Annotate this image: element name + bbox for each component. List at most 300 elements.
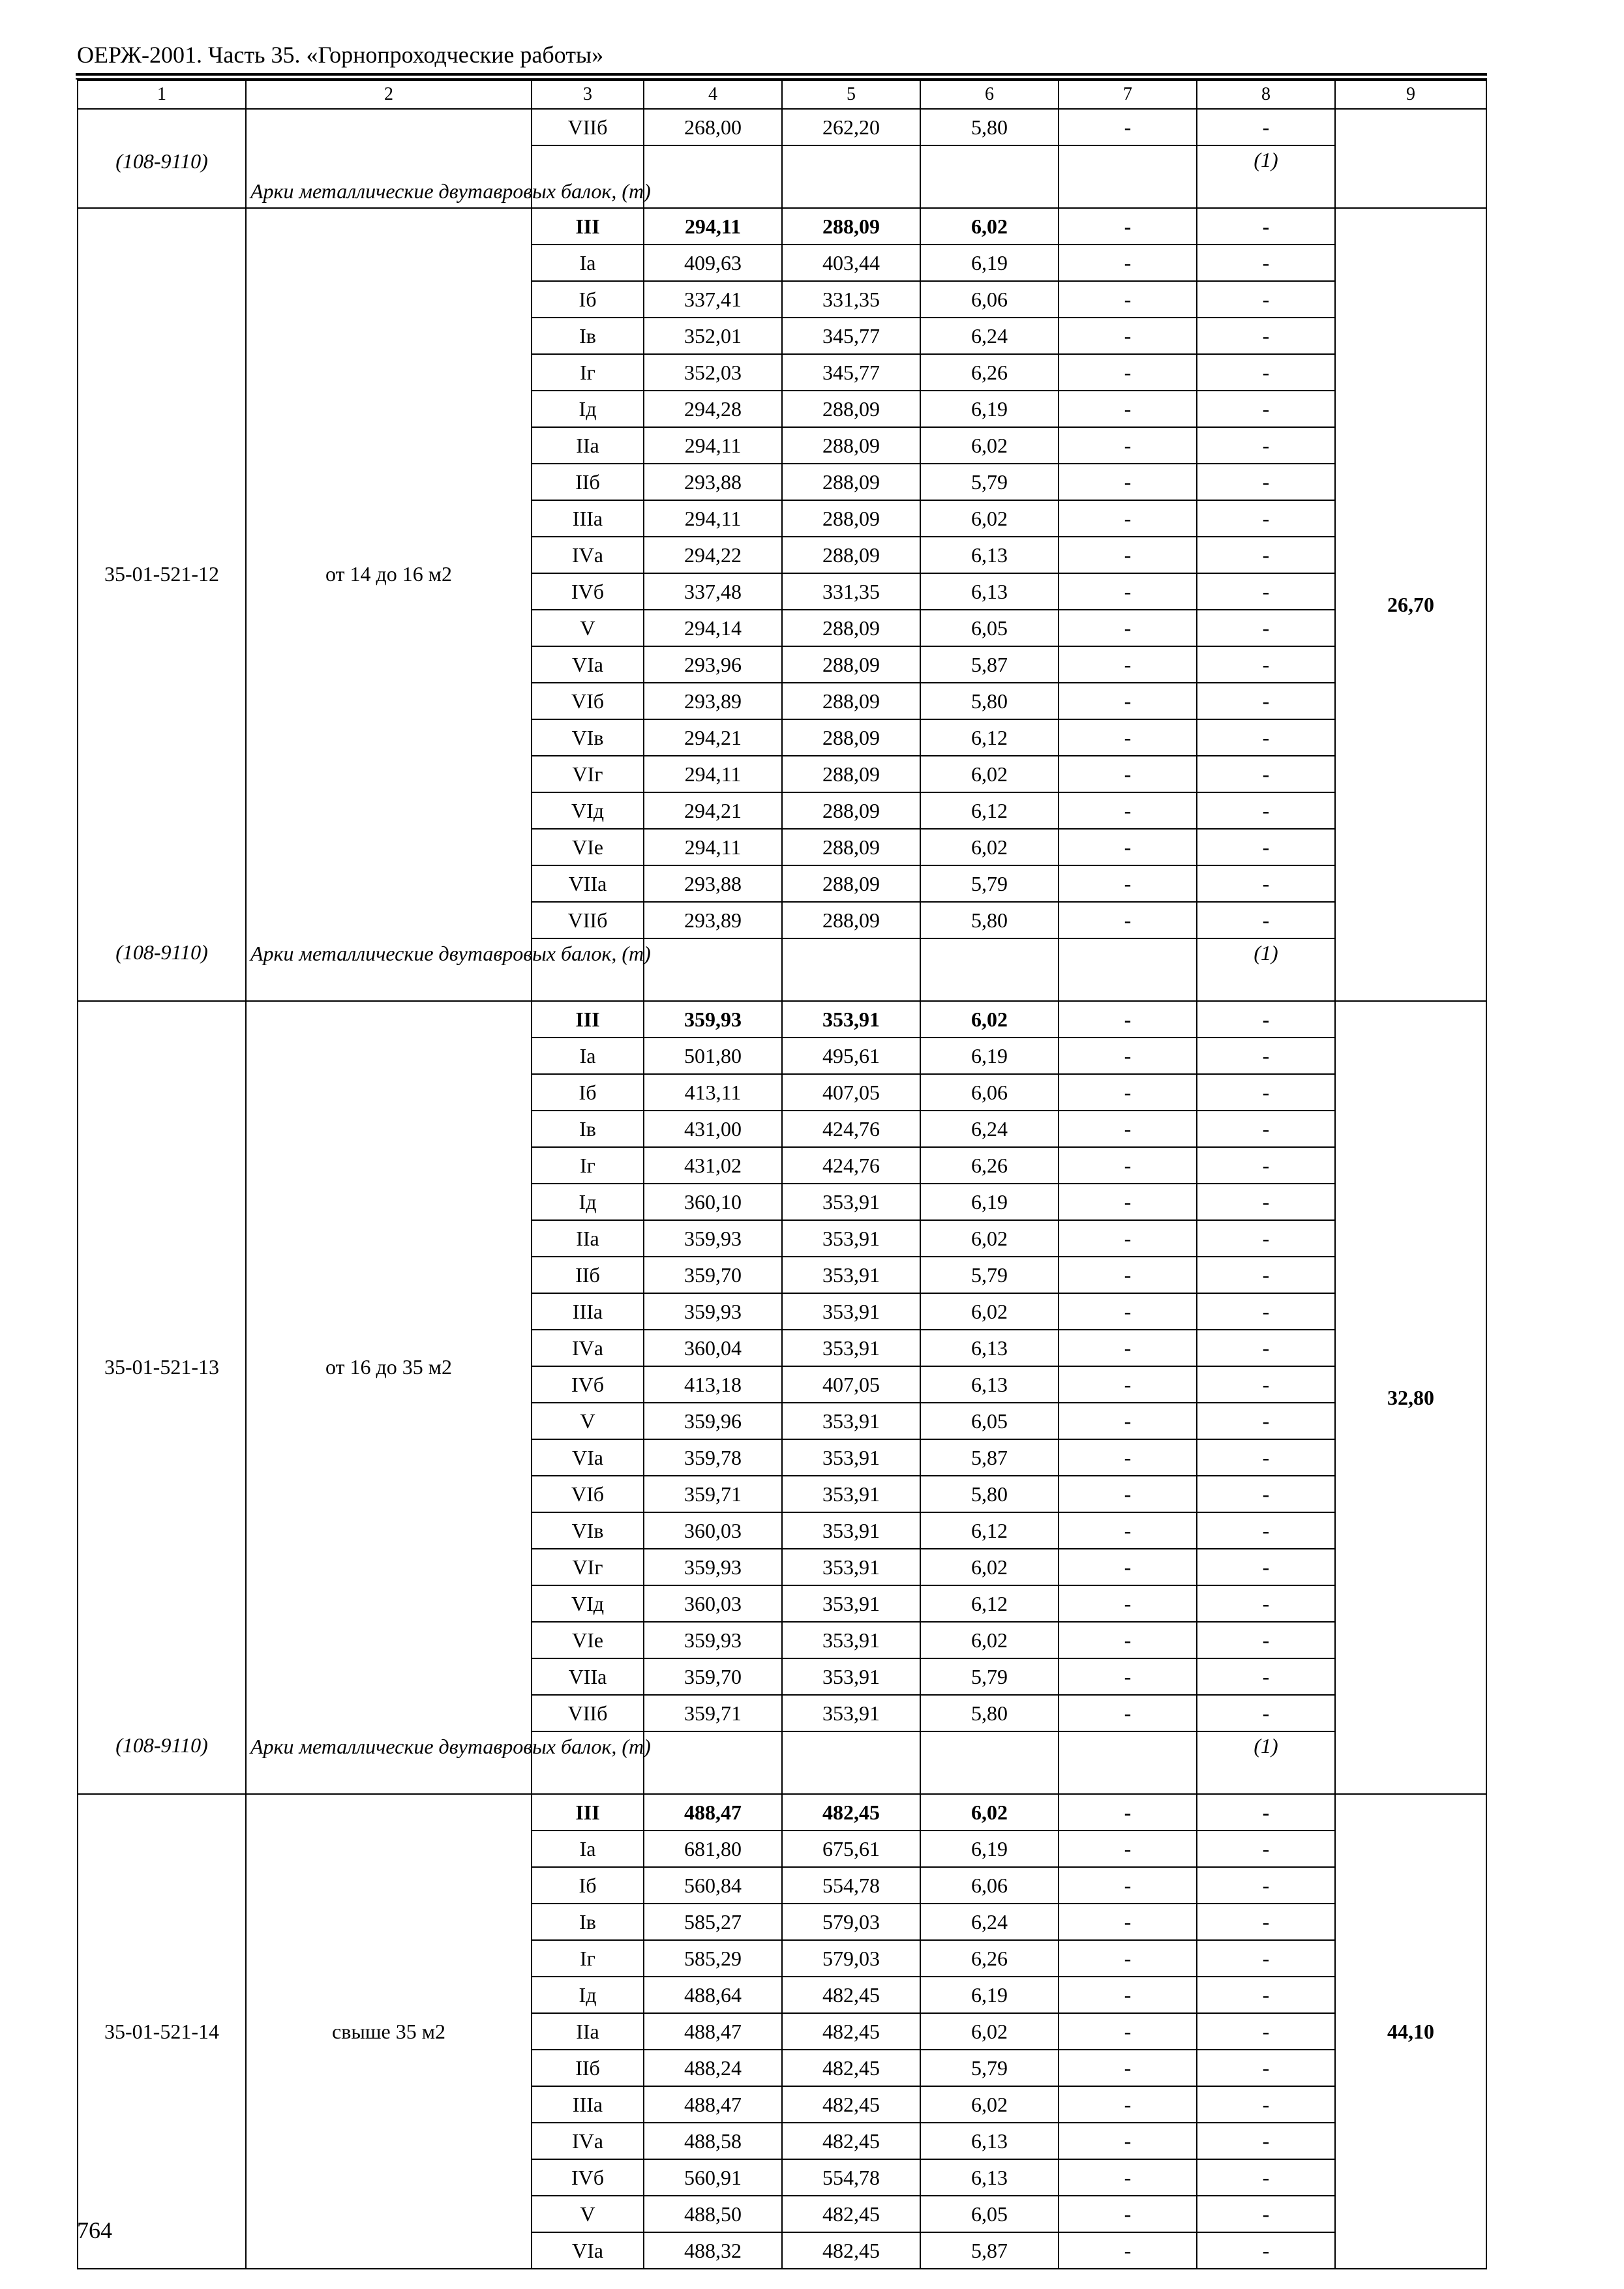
col7-cell: - xyxy=(1059,1403,1197,1439)
col8-cell: - xyxy=(1197,1403,1335,1439)
col7-cell: - xyxy=(1059,1366,1197,1403)
category-cell: Iа xyxy=(532,1038,644,1074)
col8-cell: - xyxy=(1197,756,1335,792)
col8-cell: - xyxy=(1197,1867,1335,1904)
labor-cost-cell: 353,91 xyxy=(782,1476,920,1512)
page-header-title: ОЕРЖ-2001. Часть 35. «Горнопроходческие работы» xyxy=(77,42,604,68)
empty-cell xyxy=(644,938,782,1001)
col7-cell: - xyxy=(1059,1794,1197,1831)
col7-cell: - xyxy=(1059,1658,1197,1695)
empty-cell xyxy=(782,145,920,208)
labor-cost-cell: 331,35 xyxy=(782,573,920,610)
col8-cell: - xyxy=(1197,1977,1335,2013)
machines-cost-cell: 6,24 xyxy=(920,318,1059,354)
table-row-main xyxy=(78,1001,1486,1038)
machines-cost-cell: 6,24 xyxy=(920,1111,1059,1147)
machines-cost-cell: 6,13 xyxy=(920,537,1059,573)
col7-cell: - xyxy=(1059,1622,1197,1658)
category-cell: Iб xyxy=(532,1074,644,1111)
column-number: 3 xyxy=(532,80,644,109)
category-cell: Iг xyxy=(532,1147,644,1184)
machines-cost-cell: 6,12 xyxy=(920,1512,1059,1549)
total-cost-cell: 268,00 xyxy=(644,109,782,145)
category-cell: V xyxy=(532,1403,644,1439)
category-cell: IIа xyxy=(532,2013,644,2050)
category-cell: VIб xyxy=(532,683,644,719)
machines-cost-cell: 5,87 xyxy=(920,2232,1059,2269)
category-cell: IIа xyxy=(532,1220,644,1257)
labor-cost-cell: 482,45 xyxy=(782,2013,920,2050)
col8-cell: - xyxy=(1197,719,1335,756)
total-cost-cell: 293,89 xyxy=(644,683,782,719)
total-cost-cell: 294,21 xyxy=(644,719,782,756)
total-cost-cell: 359,93 xyxy=(644,1220,782,1257)
machines-cost-cell: 6,13 xyxy=(920,2159,1059,2196)
total-cost-cell: 359,93 xyxy=(644,1549,782,1585)
category-cell: VIа xyxy=(532,2232,644,2269)
col8-cell: - xyxy=(1197,1476,1335,1512)
machines-cost-cell: 5,87 xyxy=(920,646,1059,683)
category-cell: VIг xyxy=(532,1549,644,1585)
machines-cost-cell: 6,12 xyxy=(920,1585,1059,1622)
category-cell: III xyxy=(532,208,644,245)
category-cell: Iг xyxy=(532,1940,644,1977)
column-number-row xyxy=(78,80,1486,109)
col7-cell: - xyxy=(1059,109,1197,145)
col7-cell: - xyxy=(1059,1038,1197,1074)
category-cell: IVб xyxy=(532,1366,644,1403)
empty-cell xyxy=(1059,1731,1197,1794)
category-cell: VIа xyxy=(532,1439,644,1476)
machines-cost-cell: 5,79 xyxy=(920,2050,1059,2086)
column-number: 4 xyxy=(644,80,782,109)
labor-cost-cell: 353,91 xyxy=(782,1403,920,1439)
material-note: (1) xyxy=(1197,145,1335,208)
labor-cost-cell: 288,09 xyxy=(782,464,920,500)
total-cost-cell: 488,47 xyxy=(644,2013,782,2050)
category-cell: IVб xyxy=(532,2159,644,2196)
col7-cell: - xyxy=(1059,2232,1197,2269)
col7-cell: - xyxy=(1059,1904,1197,1940)
total-cost-cell: 359,93 xyxy=(644,1001,782,1038)
category-cell: Iв xyxy=(532,1111,644,1147)
empty-cell xyxy=(1059,145,1197,208)
total-cost-cell: 360,04 xyxy=(644,1330,782,1366)
machines-cost-cell: 6,05 xyxy=(920,1403,1059,1439)
col8-cell: - xyxy=(1197,2159,1335,2196)
category-cell: VIд xyxy=(532,1585,644,1622)
labor-cost-cell: 353,91 xyxy=(782,1549,920,1585)
total-cost-cell: 681,80 xyxy=(644,1831,782,1867)
category-cell: IIб xyxy=(532,1257,644,1293)
col8-cell: - xyxy=(1197,1512,1335,1549)
total-cost-cell: 294,11 xyxy=(644,500,782,537)
col8-cell: - xyxy=(1197,208,1335,245)
labor-cost-cell: 345,77 xyxy=(782,318,920,354)
labor-cost-cell: 353,91 xyxy=(782,1622,920,1658)
total-cost-cell: 359,93 xyxy=(644,1293,782,1330)
col7-cell: - xyxy=(1059,354,1197,391)
material-row xyxy=(78,1731,1486,1794)
labor-cost-cell: 482,45 xyxy=(782,2086,920,2123)
col8-cell: - xyxy=(1197,1147,1335,1184)
labor-cost-cell: 403,44 xyxy=(782,245,920,281)
col8-cell: - xyxy=(1197,1904,1335,1940)
total-cost-cell: 294,11 xyxy=(644,208,782,245)
col7-cell: - xyxy=(1059,1257,1197,1293)
page-number: 764 xyxy=(77,2217,112,2243)
category-cell: IVа xyxy=(532,2123,644,2159)
machines-cost-cell: 6,02 xyxy=(920,1001,1059,1038)
machines-cost-cell: 6,02 xyxy=(920,1549,1059,1585)
col8-cell: - xyxy=(1197,245,1335,281)
category-cell: VIIб xyxy=(532,1695,644,1731)
col8-cell: - xyxy=(1197,1549,1335,1585)
empty-cell xyxy=(782,938,920,1001)
col8-cell: - xyxy=(1197,391,1335,427)
col7-cell: - xyxy=(1059,2123,1197,2159)
total-cost-cell: 413,11 xyxy=(644,1074,782,1111)
category-cell: IIIа xyxy=(532,1293,644,1330)
col8-cell: - xyxy=(1197,1831,1335,1867)
total-cost-cell: 560,91 xyxy=(644,2159,782,2196)
total-cost-cell: 293,89 xyxy=(644,902,782,938)
col8-cell: - xyxy=(1197,2086,1335,2123)
col8-cell: - xyxy=(1197,464,1335,500)
machines-cost-cell: 5,80 xyxy=(920,902,1059,938)
total-cost-cell: 294,11 xyxy=(644,427,782,464)
material-note: (1) xyxy=(1197,1731,1335,1794)
machines-cost-cell: 6,26 xyxy=(920,1940,1059,1977)
machines-cost-cell: 6,19 xyxy=(920,1977,1059,2013)
total-cost-cell: 560,84 xyxy=(644,1867,782,1904)
col8-cell: - xyxy=(1197,1366,1335,1403)
col7-cell: - xyxy=(1059,1940,1197,1977)
labor-cost-cell: 353,91 xyxy=(782,1512,920,1549)
machines-cost-cell: 6,02 xyxy=(920,756,1059,792)
col8-cell: - xyxy=(1197,1038,1335,1074)
empty-cell xyxy=(1059,938,1197,1001)
col8-cell: - xyxy=(1197,610,1335,646)
total-cost-cell: 488,47 xyxy=(644,2086,782,2123)
section-col9-value: 26,70 xyxy=(1335,208,1486,1001)
col7-cell: - xyxy=(1059,1184,1197,1220)
section-code: 35-01-521-12 xyxy=(78,208,246,938)
col7-cell: - xyxy=(1059,2159,1197,2196)
labor-cost-cell: 353,91 xyxy=(782,1220,920,1257)
category-cell: IVб xyxy=(532,573,644,610)
total-cost-cell: 488,32 xyxy=(644,2232,782,2269)
total-cost-cell: 294,11 xyxy=(644,756,782,792)
col7-cell: - xyxy=(1059,1512,1197,1549)
col7-cell: - xyxy=(1059,1330,1197,1366)
labor-cost-cell: 482,45 xyxy=(782,2050,920,2086)
category-cell: VIб xyxy=(532,1476,644,1512)
total-cost-cell: 294,11 xyxy=(644,829,782,865)
machines-cost-cell: 6,02 xyxy=(920,2086,1059,2123)
labor-cost-cell: 288,09 xyxy=(782,646,920,683)
machines-cost-cell: 6,02 xyxy=(920,1794,1059,1831)
col8-cell: - xyxy=(1197,1940,1335,1977)
machines-cost-cell: 6,05 xyxy=(920,2196,1059,2232)
machines-cost-cell: 5,79 xyxy=(920,1658,1059,1695)
category-cell: Iв xyxy=(532,1904,644,1940)
material-description: Арки металлические двутавровых балок, (т) xyxy=(246,109,532,208)
col8-cell: - xyxy=(1197,792,1335,829)
total-cost-cell: 360,03 xyxy=(644,1585,782,1622)
machines-cost-cell: 6,13 xyxy=(920,1366,1059,1403)
labor-cost-cell: 288,09 xyxy=(782,208,920,245)
total-cost-cell: 294,28 xyxy=(644,391,782,427)
total-cost-cell: 488,47 xyxy=(644,1794,782,1831)
total-cost-cell: 359,70 xyxy=(644,1257,782,1293)
col7-cell: - xyxy=(1059,1867,1197,1904)
column-number: 8 xyxy=(1197,80,1335,109)
category-cell: VIе xyxy=(532,829,644,865)
machines-cost-cell: 6,19 xyxy=(920,391,1059,427)
col7-cell: - xyxy=(1059,281,1197,318)
col7-cell: - xyxy=(1059,719,1197,756)
material-description: Арки металлические двутавровых балок, (т) xyxy=(246,1731,532,1794)
total-cost-cell: 294,14 xyxy=(644,610,782,646)
category-cell: V xyxy=(532,2196,644,2232)
total-cost-cell: 293,96 xyxy=(644,646,782,683)
column-number: 7 xyxy=(1059,80,1197,109)
labor-cost-cell: 288,09 xyxy=(782,902,920,938)
labor-cost-cell: 579,03 xyxy=(782,1904,920,1940)
machines-cost-cell: 5,87 xyxy=(920,1439,1059,1476)
labor-cost-cell: 482,45 xyxy=(782,2196,920,2232)
category-cell: VIг xyxy=(532,756,644,792)
machines-cost-cell: 6,19 xyxy=(920,245,1059,281)
labor-cost-cell: 353,91 xyxy=(782,1184,920,1220)
labor-cost-cell: 288,09 xyxy=(782,792,920,829)
total-cost-cell: 359,71 xyxy=(644,1476,782,1512)
col7-cell: - xyxy=(1059,245,1197,281)
col8-cell: - xyxy=(1197,1585,1335,1622)
col7-cell: - xyxy=(1059,1074,1197,1111)
total-cost-cell: 585,27 xyxy=(644,1904,782,1940)
labor-cost-cell: 345,77 xyxy=(782,354,920,391)
col7-cell: - xyxy=(1059,1977,1197,2013)
col8-cell: - xyxy=(1197,829,1335,865)
col8-cell: - xyxy=(1197,318,1335,354)
total-cost-cell: 585,29 xyxy=(644,1940,782,1977)
col8-cell: - xyxy=(1197,865,1335,902)
section-name: от 16 до 35 м2 xyxy=(246,1001,532,1731)
machines-cost-cell: 6,19 xyxy=(920,1184,1059,1220)
col8-cell: - xyxy=(1197,1111,1335,1147)
machines-cost-cell: 5,80 xyxy=(920,1476,1059,1512)
category-cell: Iд xyxy=(532,1184,644,1220)
category-cell: IIа xyxy=(532,427,644,464)
col7-cell: - xyxy=(1059,1220,1197,1257)
labor-cost-cell: 579,03 xyxy=(782,1940,920,1977)
labor-cost-cell: 482,45 xyxy=(782,1794,920,1831)
labor-cost-cell: 424,76 xyxy=(782,1147,920,1184)
col7-cell: - xyxy=(1059,500,1197,537)
col7-cell: - xyxy=(1059,208,1197,245)
col8-cell: - xyxy=(1197,109,1335,145)
machines-cost-cell: 6,06 xyxy=(920,281,1059,318)
category-cell: IIIа xyxy=(532,2086,644,2123)
col7-cell: - xyxy=(1059,829,1197,865)
col8-cell: - xyxy=(1197,1001,1335,1038)
total-cost-cell: 337,41 xyxy=(644,281,782,318)
col8-cell: - xyxy=(1197,646,1335,683)
col8-cell: - xyxy=(1197,1695,1335,1731)
col7-cell: - xyxy=(1059,683,1197,719)
col7-cell: - xyxy=(1059,2050,1197,2086)
machines-cost-cell: 5,80 xyxy=(920,109,1059,145)
column-number: 9 xyxy=(1335,80,1486,109)
col8-cell: - xyxy=(1197,1074,1335,1111)
machines-cost-cell: 5,79 xyxy=(920,464,1059,500)
labor-cost-cell: 353,91 xyxy=(782,1695,920,1731)
col7-cell: - xyxy=(1059,610,1197,646)
labor-cost-cell: 353,91 xyxy=(782,1001,920,1038)
labor-cost-cell: 288,09 xyxy=(782,683,920,719)
category-cell: Iг xyxy=(532,354,644,391)
col7-cell: - xyxy=(1059,1549,1197,1585)
col8-cell: - xyxy=(1197,2050,1335,2086)
col7-cell: - xyxy=(1059,537,1197,573)
col8-cell: - xyxy=(1197,500,1335,537)
col7-cell: - xyxy=(1059,427,1197,464)
section-name: от 14 до 16 м2 xyxy=(246,208,532,938)
labor-cost-cell: 288,09 xyxy=(782,865,920,902)
col7-cell: - xyxy=(1059,902,1197,938)
col8-cell: - xyxy=(1197,1794,1335,1831)
labor-cost-cell: 482,45 xyxy=(782,1977,920,2013)
col7-cell: - xyxy=(1059,1831,1197,1867)
machines-cost-cell: 6,06 xyxy=(920,1867,1059,1904)
empty-cell xyxy=(920,938,1059,1001)
machines-cost-cell: 6,12 xyxy=(920,719,1059,756)
labor-cost-cell: 675,61 xyxy=(782,1831,920,1867)
rates-table xyxy=(77,80,1487,2269)
category-cell: VIв xyxy=(532,719,644,756)
empty-cell xyxy=(1335,109,1486,208)
col7-cell: - xyxy=(1059,865,1197,902)
total-cost-cell: 488,24 xyxy=(644,2050,782,2086)
empty-cell xyxy=(644,145,782,208)
total-cost-cell: 359,71 xyxy=(644,1695,782,1731)
col7-cell: - xyxy=(1059,756,1197,792)
total-cost-cell: 413,18 xyxy=(644,1366,782,1403)
machines-cost-cell: 6,26 xyxy=(920,354,1059,391)
section-col9-value: 44,10 xyxy=(1335,1794,1486,2269)
category-cell: Iб xyxy=(532,1867,644,1904)
material-code: (108-9110) xyxy=(78,109,246,208)
total-cost-cell: 488,64 xyxy=(644,1977,782,2013)
machines-cost-cell: 6,02 xyxy=(920,208,1059,245)
labor-cost-cell: 554,78 xyxy=(782,1867,920,1904)
col7-cell: - xyxy=(1059,1001,1197,1038)
machines-cost-cell: 6,24 xyxy=(920,1904,1059,1940)
empty-cell xyxy=(920,1731,1059,1794)
category-cell: VIв xyxy=(532,1512,644,1549)
category-cell: VIд xyxy=(532,792,644,829)
category-cell: Iб xyxy=(532,281,644,318)
col8-cell: - xyxy=(1197,1220,1335,1257)
table-row-main xyxy=(78,1794,1486,1831)
machines-cost-cell: 6,13 xyxy=(920,1330,1059,1366)
machines-cost-cell: 6,13 xyxy=(920,2123,1059,2159)
total-cost-cell: 352,03 xyxy=(644,354,782,391)
machines-cost-cell: 6,02 xyxy=(920,829,1059,865)
col7-cell: - xyxy=(1059,464,1197,500)
labor-cost-cell: 353,91 xyxy=(782,1658,920,1695)
empty-cell xyxy=(782,1731,920,1794)
total-cost-cell: 352,01 xyxy=(644,318,782,354)
category-cell: V xyxy=(532,610,644,646)
machines-cost-cell: 5,79 xyxy=(920,1257,1059,1293)
col7-cell: - xyxy=(1059,573,1197,610)
total-cost-cell: 409,63 xyxy=(644,245,782,281)
labor-cost-cell: 482,45 xyxy=(782,2123,920,2159)
labor-cost-cell: 353,91 xyxy=(782,1330,920,1366)
category-cell: IIб xyxy=(532,464,644,500)
col7-cell: - xyxy=(1059,2086,1197,2123)
total-cost-cell: 294,22 xyxy=(644,537,782,573)
material-description: Арки металлические двутавровых балок, (т) xyxy=(246,938,532,1001)
category-cell: VIIб xyxy=(532,902,644,938)
col8-cell: - xyxy=(1197,537,1335,573)
column-number: 2 xyxy=(246,80,532,109)
total-cost-cell: 293,88 xyxy=(644,865,782,902)
machines-cost-cell: 6,19 xyxy=(920,1038,1059,1074)
col8-cell: - xyxy=(1197,1293,1335,1330)
category-cell: VIа xyxy=(532,646,644,683)
col8-cell: - xyxy=(1197,683,1335,719)
category-cell: IIб xyxy=(532,2050,644,2086)
empty-cell xyxy=(644,1731,782,1794)
machines-cost-cell: 6,19 xyxy=(920,1831,1059,1867)
col8-cell: - xyxy=(1197,1439,1335,1476)
col7-cell: - xyxy=(1059,1293,1197,1330)
col8-cell: - xyxy=(1197,281,1335,318)
machines-cost-cell: 6,26 xyxy=(920,1147,1059,1184)
col7-cell: - xyxy=(1059,1585,1197,1622)
category-cell: IIIа xyxy=(532,500,644,537)
total-cost-cell: 488,50 xyxy=(644,2196,782,2232)
material-row xyxy=(78,938,1486,1001)
total-cost-cell: 359,93 xyxy=(644,1622,782,1658)
machines-cost-cell: 5,80 xyxy=(920,683,1059,719)
column-number: 5 xyxy=(782,80,920,109)
total-cost-cell: 294,21 xyxy=(644,792,782,829)
labor-cost-cell: 407,05 xyxy=(782,1366,920,1403)
labor-cost-cell: 288,09 xyxy=(782,427,920,464)
material-code: (108-9110) xyxy=(78,1731,246,1794)
col8-cell: - xyxy=(1197,1622,1335,1658)
labor-cost-cell: 288,09 xyxy=(782,829,920,865)
category-cell: Iд xyxy=(532,1977,644,2013)
category-cell: VIе xyxy=(532,1622,644,1658)
category-cell: VIIа xyxy=(532,1658,644,1695)
col8-cell: - xyxy=(1197,2232,1335,2269)
category-cell: IVа xyxy=(532,537,644,573)
total-cost-cell: 501,80 xyxy=(644,1038,782,1074)
section-col9-value: 32,80 xyxy=(1335,1001,1486,1794)
category-cell: IVа xyxy=(532,1330,644,1366)
total-cost-cell: 337,48 xyxy=(644,573,782,610)
category-cell: III xyxy=(532,1794,644,1831)
total-cost-cell: 359,70 xyxy=(644,1658,782,1695)
category-cell: Iа xyxy=(532,1831,644,1867)
col7-cell: - xyxy=(1059,1111,1197,1147)
